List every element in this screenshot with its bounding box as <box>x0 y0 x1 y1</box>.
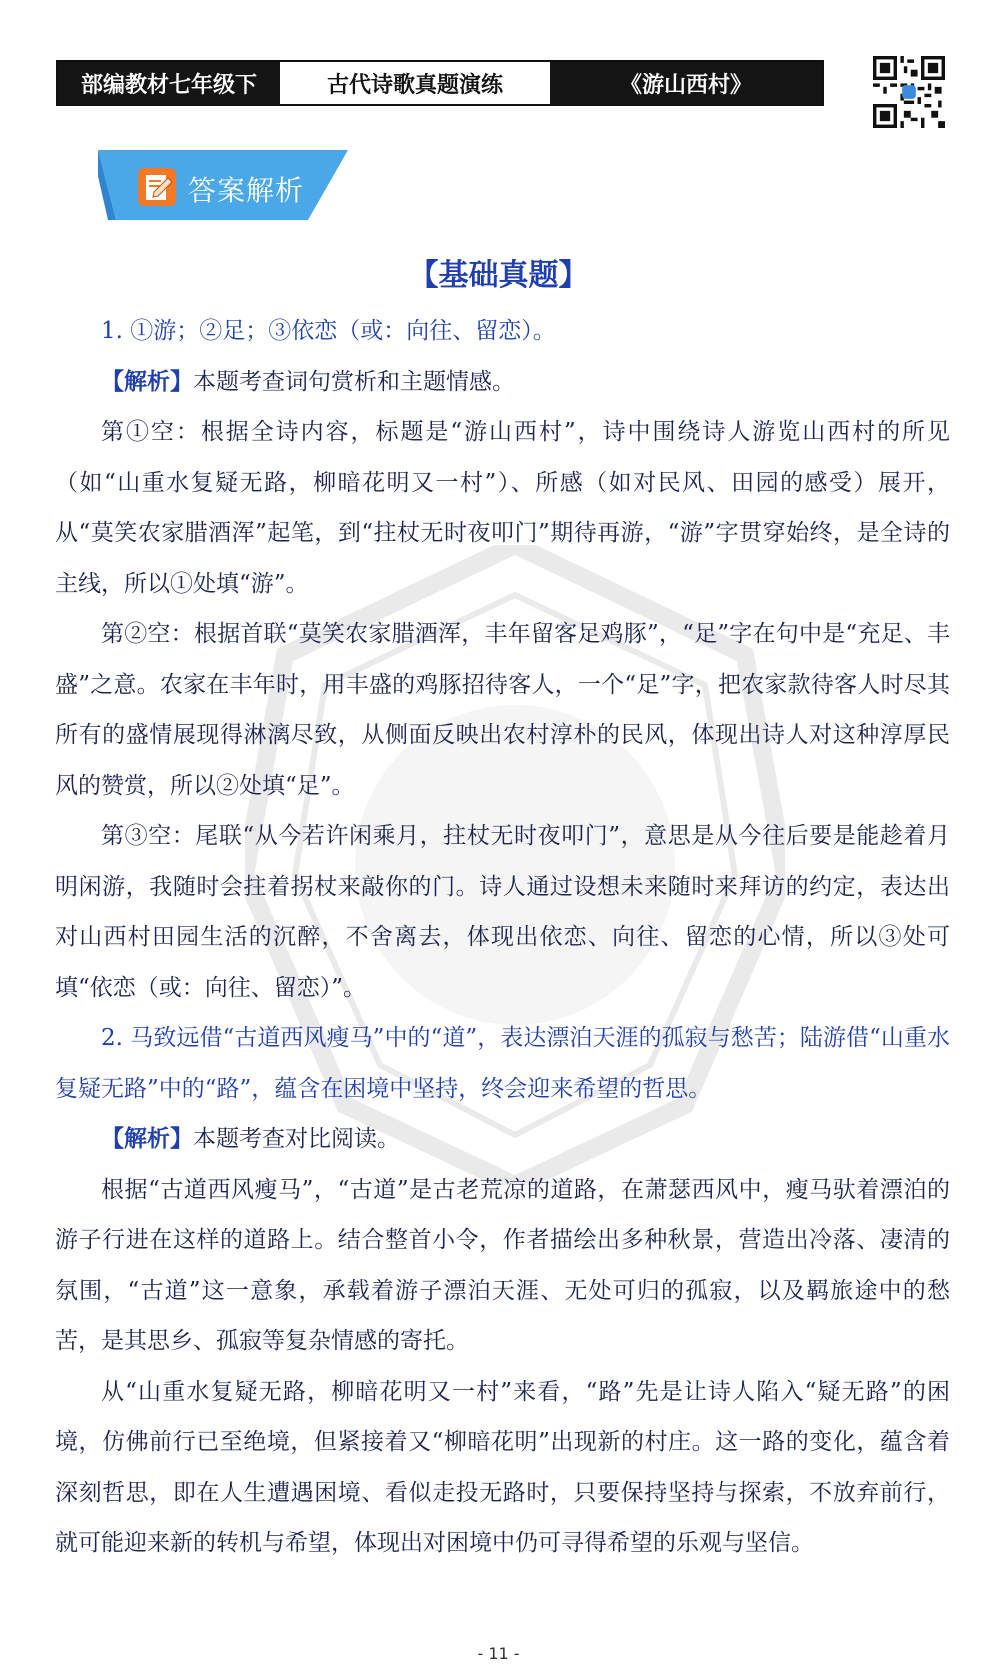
answer-content <box>55 306 950 1569</box>
analysis-tag: 【解析】 <box>101 1125 193 1152</box>
page-number: - 11 - <box>477 1644 520 1663</box>
analysis-tag: 【解析】 <box>101 367 193 395</box>
explanation-lu: 从“山重水复疑无路，柳暗花明又一村”来看，“路”先是让诗人陷入“疑无路”的困境，仿佛前行已至绝境，但紧接着又“柳暗花明”出现新的村庄。这一路的变化，蕴含着深刻哲思，即在人生遭遇困境、看似走投无路时，只要保持坚持与探索，不放弃前行，就可能迎来新的转机与希望，体现出对困境中仍可寻得希望的乐观与坚信。 <box>55 1378 950 1556</box>
header-grade: 部编教材七年级下 <box>58 62 280 104</box>
header-poem: 《游山西村》 <box>550 62 822 104</box>
answer-2: 2. 马致远借“古道西风瘦马”中的“道”，表达漂泊天涯的孤寂与愁苦；陆游借“山重水复疑无路”中的“路”，蕴含在困境中坚持，终会迎来希望的哲思。 <box>55 1025 950 1102</box>
answer-1: 1. ①游；②足；③依恋（或：向往、留恋）。 <box>101 318 556 344</box>
analysis-text: 本题考查对比阅读。 <box>193 1126 400 1152</box>
explanation-blank-2: 第②空：根据首联“莫笑农家腊酒浑，丰年留客足鸡豚”，“足”字在句中是“充足、丰盛”之意。农家在丰年时，用丰盛的鸡豚招待客人，一个“足”字，把农家款待客人时尽其所有的盛情展现得淋漓尽致，从侧面反映出农村淳朴的民风，体现出诗人对这种淳厚民风的赞赏，所以②处填“足”。 <box>55 621 950 799</box>
section-title: 【基础真题】 <box>408 258 589 293</box>
explanation-gudao: 根据“古道西风瘦马”，“古道”是古老荒凉的道路，在萧瑟西风中，瘦马驮着漂泊的游子行进在这样的道路上。结合整首小令，作者描绘出多种秋景，营造出冷落、凄清的氛围，“古道”这一意象，承载着游子漂泊天涯、无处可归的孤寂，以及羁旅途中的愁苦，是其思乡、孤寂等复杂情感的寄托。 <box>55 1176 950 1354</box>
analysis-1 <box>55 357 950 408</box>
explanation-blank-3: 第③空：尾联“从今若许闲乘月，拄杖无时夜叩门”，意思是从今往后要是能趁着月明闲游，我随时会拄着拐杖来敲你的门。诗人通过设想未来随时来拜访的约定，表达出对山西村田园生活的沉醉，不舍离去，体现出依恋、向往、留恋的心情，所以③处可填“依恋（或：向往、留恋）”。 <box>55 823 950 1001</box>
note-pencil-icon <box>136 166 178 208</box>
header-topic: 古代诗歌真题演练 <box>280 62 550 104</box>
banner-label: 答案解析 <box>188 174 305 207</box>
analysis-text: 本题考查词句赏析和主题情感。 <box>193 368 515 395</box>
header-bar <box>56 60 824 106</box>
analysis-2 <box>55 1114 950 1165</box>
qr-code-icon <box>873 56 945 128</box>
explanation-blank-1: 第①空：根据全诗内容，标题是“游山西村”，诗中围绕诗人游览山西村的所见（如“山重水复疑无路，柳暗花明又一村”）、所感（如对民风、田园的感受）展开，从“莫笑农家腊酒浑”起笔，到“拄杖无时夜叩门”期待再游，“游”字贯穿始终，是全诗的主线，所以①处填“游”。 <box>55 419 950 597</box>
